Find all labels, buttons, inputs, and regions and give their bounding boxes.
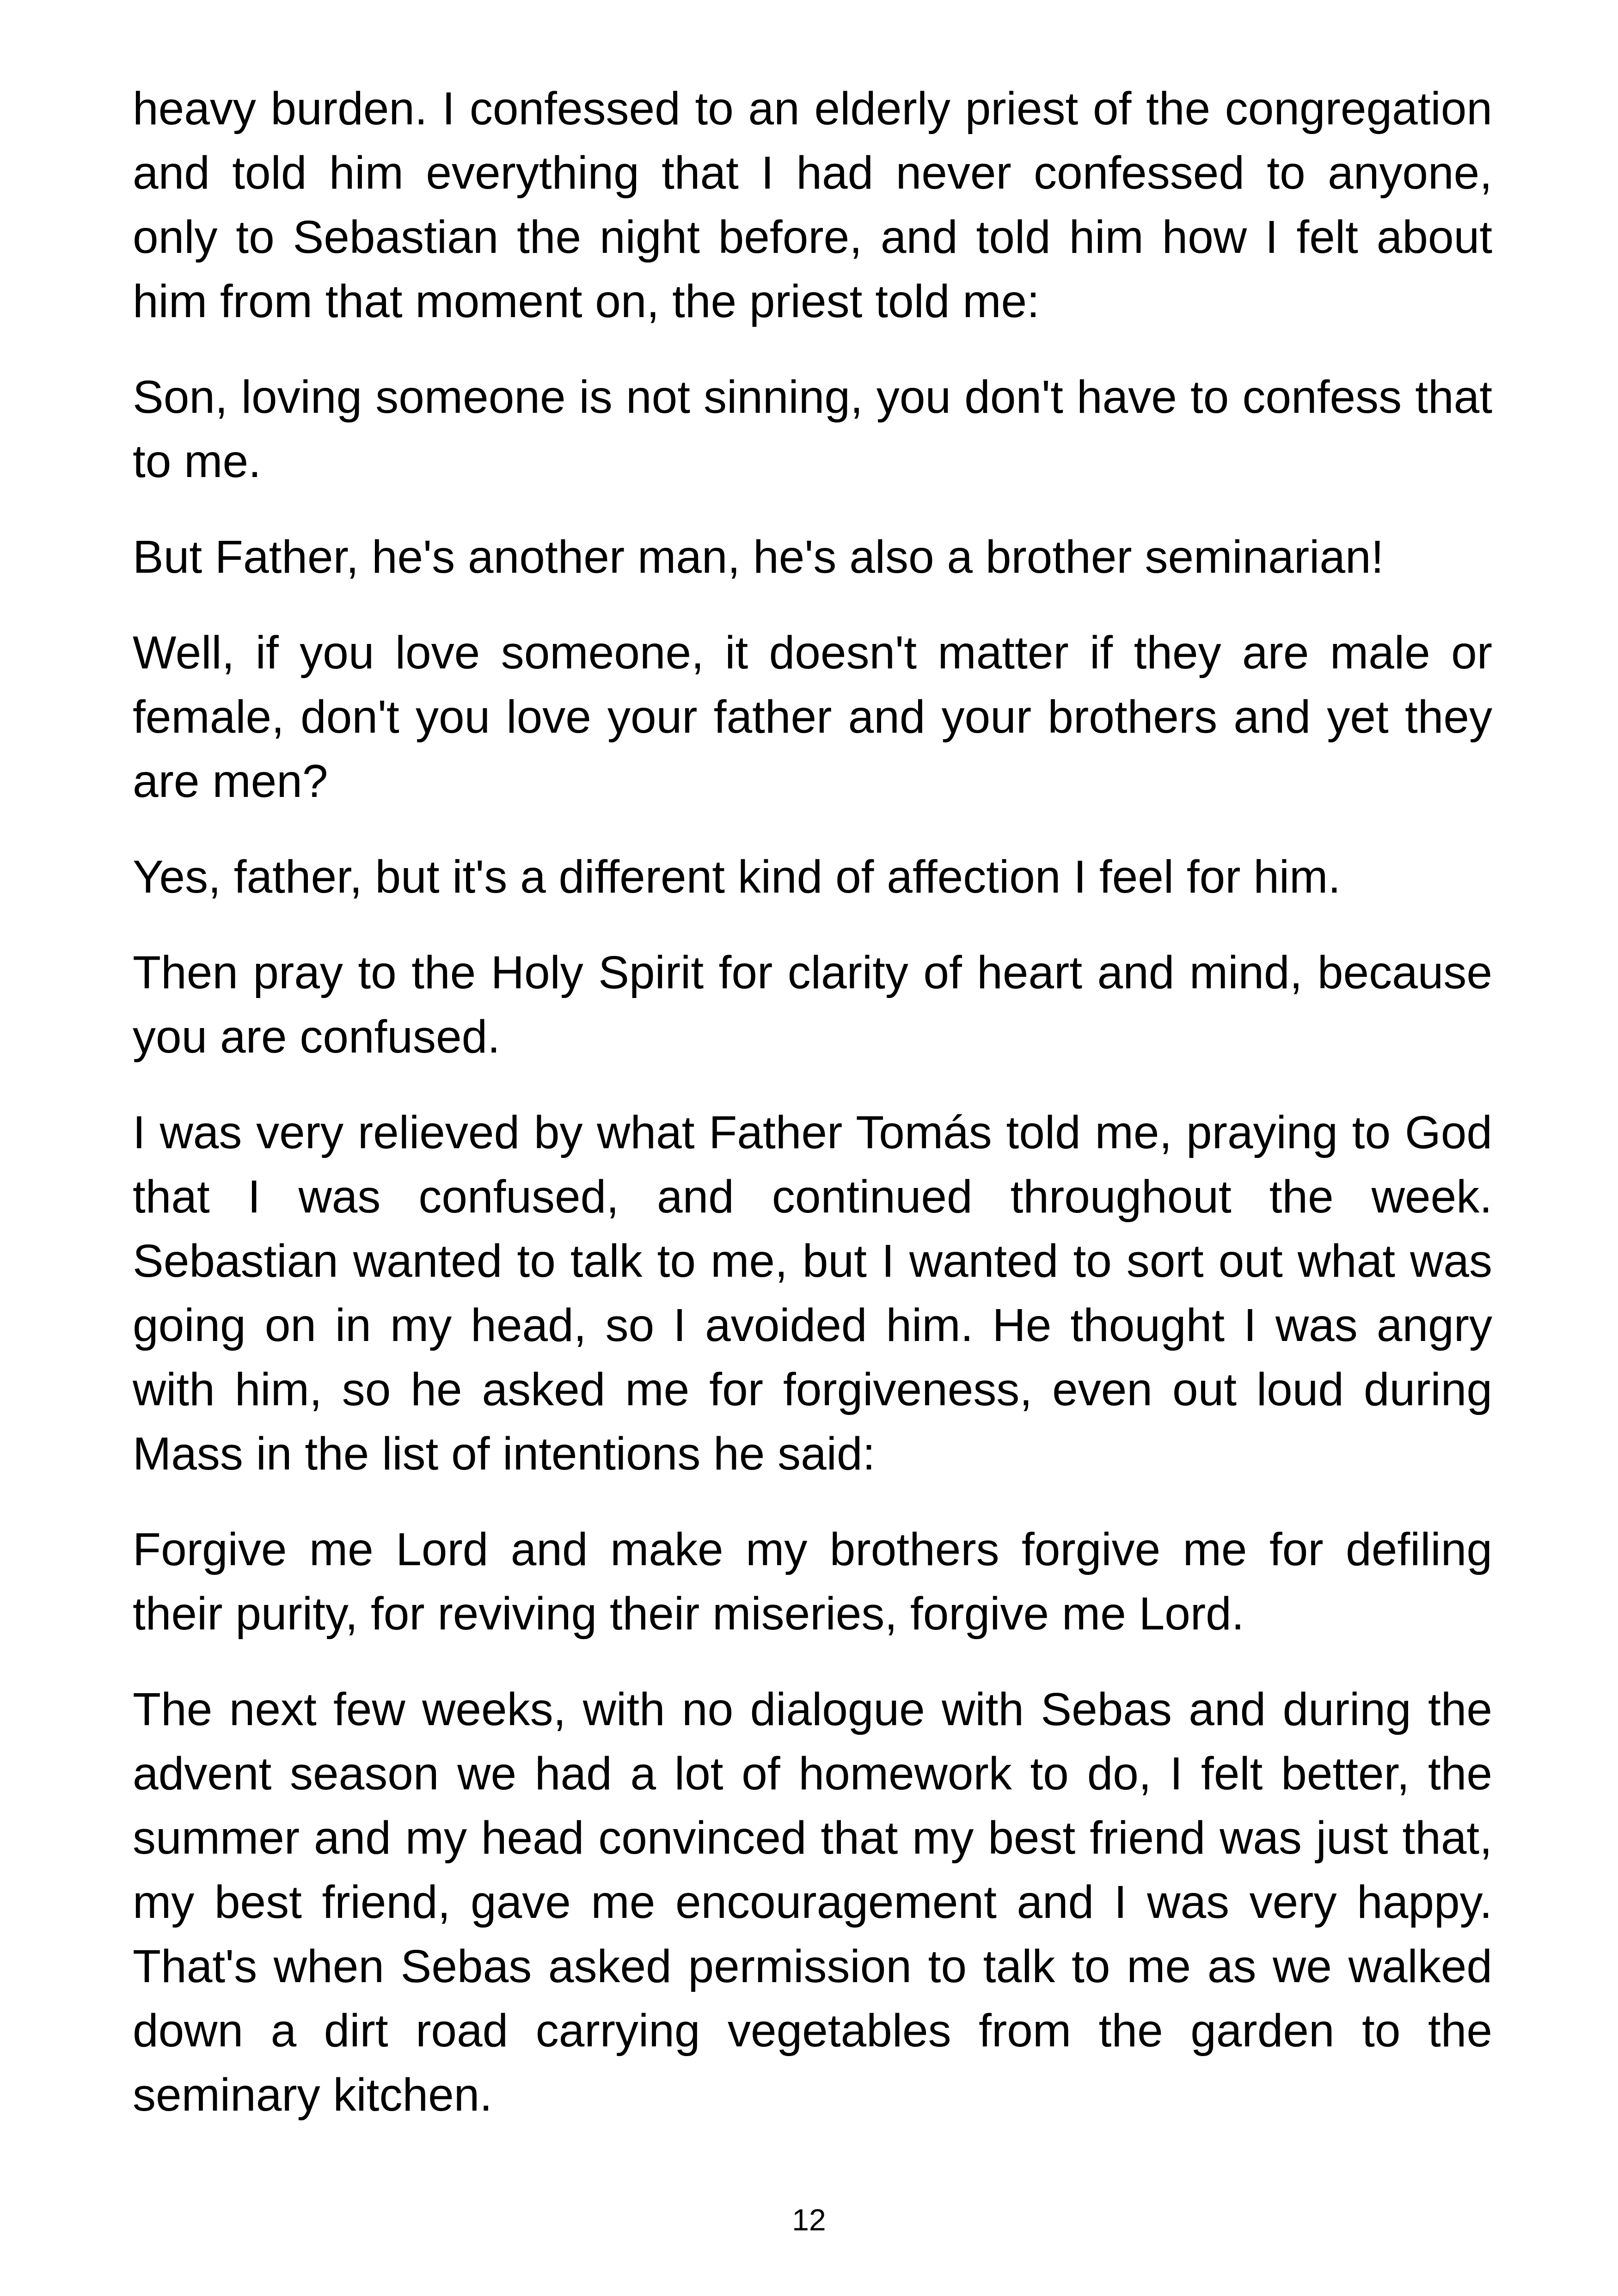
paragraph: Then pray to the Holy Spirit for clarity of heart and mind, because you are confused.: [133, 947, 1492, 1063]
page-number: 12: [792, 2203, 826, 2237]
paragraph: But Father, he's another man, he's also a brother seminarian!: [133, 531, 1384, 583]
paragraph: Son, loving someone is not sinning, you don't have to confess that to me.: [133, 371, 1492, 487]
paragraph: The next few weeks, with no dialogue with Sebas and during the advent season we had a lot of homework to do, I felt better, the summer and my head convinced that my best friend was just that, my best friend, gave me encouragement and I was very happy. That's when Sebas asked permission to talk to me as we walked down a dirt road carrying vegetables from the garden to the seminary kitchen.: [133, 1684, 1492, 2121]
paragraph: Forgive me Lord and make my brothers forgive me for defiling their purity, for reviving their miseries, forgive me Lord.: [133, 1524, 1492, 1640]
paragraph: I was very relieved by what Father Tomás told me, praying to God that I was confused, and continued throughout the week. Sebastian wanted to talk to me, but I wanted to sort out what was going on in my head, so I avoided him. He thought I was angry with him, so he asked me for forgiveness, even out loud during Mass in the list of intentions he said:: [133, 1107, 1492, 1480]
body-text: [133, 77, 1492, 2159]
paragraph: heavy burden. I confessed to an elderly priest of the congregation and told him everything that I had never confessed to anyone, only to Sebastian the night before, and told him how I felt about him from that moment on, the priest told me:: [133, 83, 1492, 327]
paragraph: Well, if you love someone, it doesn't matter if they are male or female, don't you love your father and your brothers and yet they are men?: [133, 627, 1492, 807]
paragraph: Yes, father, but it's a different kind of affection I feel for him.: [133, 851, 1341, 903]
